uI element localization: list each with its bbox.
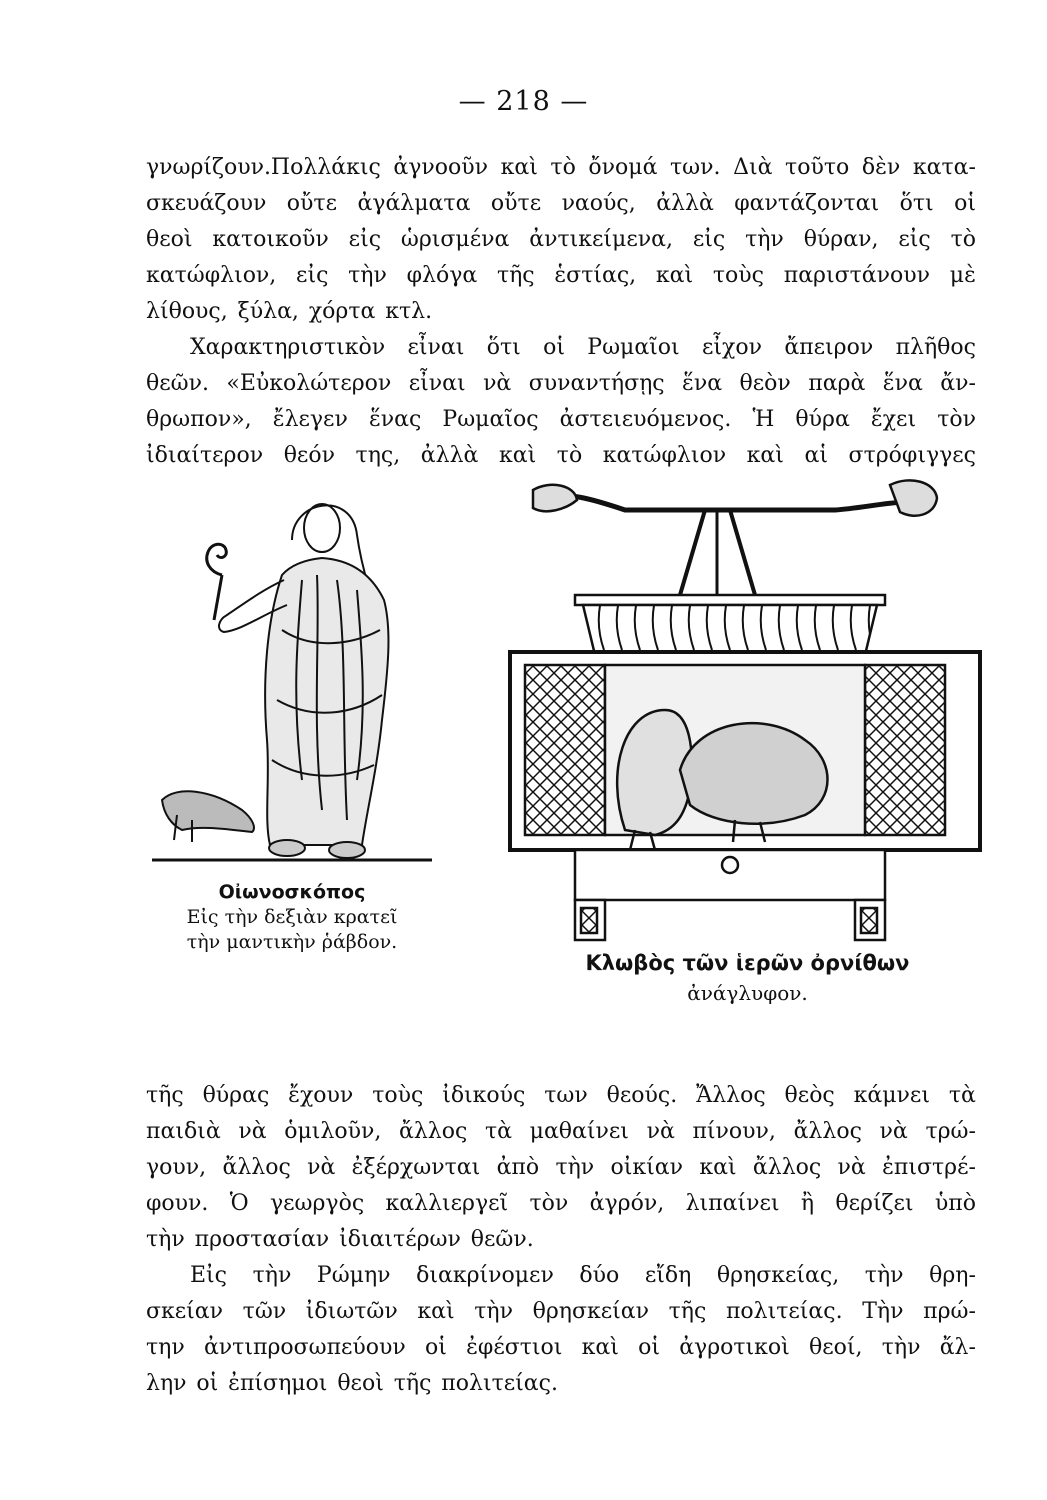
word: εἶχον bbox=[702, 335, 762, 360]
word: παριστάνουν bbox=[783, 263, 931, 288]
word: τὸν bbox=[529, 1191, 569, 1216]
text-line bbox=[146, 1258, 976, 1294]
word: δύο bbox=[579, 1263, 620, 1288]
word: ἀντικείμενα, bbox=[529, 227, 673, 252]
word: εἶναι bbox=[407, 335, 465, 360]
text-line bbox=[146, 1078, 976, 1114]
word: κατώφλιον, bbox=[146, 263, 277, 288]
word: Ρώμην bbox=[316, 1263, 391, 1288]
word: θρησκείας, bbox=[716, 1263, 840, 1288]
word: ἕνας bbox=[368, 407, 422, 432]
word: γουν, bbox=[146, 1155, 207, 1180]
word: ξύλα, bbox=[237, 299, 299, 324]
word: εἴδη bbox=[644, 1263, 692, 1288]
word: προστασίαν bbox=[194, 1227, 330, 1252]
word: γεωργὸς bbox=[270, 1191, 365, 1216]
word: συναντήσῃς bbox=[528, 371, 665, 396]
word: οὔτε bbox=[286, 191, 337, 216]
augur-caption-line: τὴν μαντικὴν ῥάβδον. bbox=[186, 931, 398, 953]
word: Ρωμαῖοι bbox=[587, 335, 680, 360]
word: πλῆθος bbox=[895, 335, 976, 360]
word: παρὰ bbox=[808, 371, 866, 396]
word: νὰ bbox=[879, 1119, 908, 1144]
word: ἄν- bbox=[940, 371, 976, 396]
text-line bbox=[146, 186, 976, 222]
cage-drawing bbox=[505, 470, 990, 945]
word: θύραν, bbox=[803, 227, 879, 252]
word: τὸν bbox=[937, 407, 976, 432]
word: ὁμιλοῦν, bbox=[284, 1119, 382, 1144]
word: θύρας bbox=[202, 1083, 270, 1108]
word: οἱ bbox=[425, 1335, 447, 1360]
word: Διὰ bbox=[733, 155, 773, 180]
word: τὴν bbox=[881, 1335, 921, 1360]
word: τῆς bbox=[496, 263, 535, 288]
word: καλλιεργεῖ bbox=[385, 1191, 509, 1216]
word: τὴν bbox=[146, 1227, 185, 1252]
text-line bbox=[146, 1114, 976, 1150]
word: ὅτι bbox=[486, 335, 521, 360]
word: θεῶν. bbox=[146, 371, 209, 396]
word: «Εὐκολώτερον bbox=[226, 371, 392, 396]
word: των bbox=[544, 1083, 588, 1108]
text-line bbox=[146, 366, 976, 402]
word: ἀλλὰ bbox=[656, 191, 714, 216]
text-line bbox=[146, 1330, 976, 1366]
word: κάμνει bbox=[853, 1083, 930, 1108]
word: τὰ bbox=[948, 1083, 976, 1108]
word: ἐπίσημοι bbox=[228, 1371, 328, 1396]
word: ἢ bbox=[800, 1191, 815, 1216]
word: νὰ bbox=[483, 371, 512, 396]
word: ὄνομά bbox=[588, 155, 658, 180]
word: θεοί, bbox=[809, 1335, 863, 1360]
word: ἑστίας, bbox=[554, 263, 637, 288]
word: τὴν bbox=[474, 1299, 513, 1324]
text-line bbox=[146, 1366, 976, 1402]
word: ἔχει bbox=[870, 407, 917, 432]
word: τῆς bbox=[668, 1299, 707, 1324]
text-line bbox=[146, 1150, 976, 1186]
word: κατώφλιον bbox=[602, 443, 727, 468]
word: ἔλεγεν bbox=[272, 407, 348, 432]
word: πίνουν, bbox=[692, 1119, 776, 1144]
word: οἱ bbox=[196, 1371, 219, 1396]
word: παιδιὰ bbox=[146, 1119, 221, 1144]
word: θεῶν. bbox=[470, 1227, 534, 1252]
word: τὸ bbox=[950, 227, 976, 252]
word: νὰ bbox=[646, 1119, 675, 1144]
word: ἀντιπροσωπεύουν bbox=[203, 1335, 406, 1360]
word: τῆς bbox=[146, 1083, 184, 1108]
word: οὔτε bbox=[490, 191, 542, 216]
word: διακρίνομεν bbox=[416, 1263, 554, 1288]
word: μὲ bbox=[949, 263, 976, 288]
word: ἄλλος bbox=[752, 1155, 822, 1180]
word: νὰ bbox=[837, 1155, 866, 1180]
word: αἱ bbox=[804, 443, 828, 468]
word: θύρα bbox=[795, 407, 850, 432]
word: τρώ- bbox=[925, 1119, 976, 1144]
bottom-text-block bbox=[146, 1078, 976, 1402]
word: θεούς. bbox=[606, 1083, 678, 1108]
word: καὶ bbox=[655, 263, 694, 288]
word: κατα- bbox=[912, 155, 976, 180]
word: θρησκείαν bbox=[532, 1299, 649, 1324]
top-text-block bbox=[146, 150, 976, 474]
word: πολιτείας. bbox=[441, 1371, 558, 1396]
word: θερίζει bbox=[835, 1191, 914, 1216]
word: ἀγνοοῦν bbox=[393, 155, 489, 180]
word: της, bbox=[355, 443, 401, 468]
word: τὸ bbox=[556, 443, 583, 468]
word: ἄλλος bbox=[793, 1119, 862, 1144]
word: καὶ bbox=[500, 155, 538, 180]
augur-illustration bbox=[152, 480, 432, 865]
word: ἰδιωτῶν bbox=[305, 1299, 398, 1324]
word: εἰς bbox=[296, 263, 329, 288]
word: των. bbox=[670, 155, 721, 180]
word: θρη- bbox=[929, 1263, 976, 1288]
word: δὲν bbox=[861, 155, 901, 180]
cage-caption bbox=[505, 948, 990, 1008]
word: θεὸν bbox=[739, 371, 791, 396]
word: ναούς, bbox=[561, 191, 636, 216]
word: Τὴν bbox=[862, 1299, 904, 1324]
word: εἶναι bbox=[408, 371, 466, 396]
word: νὰ bbox=[238, 1119, 267, 1144]
word: θεόν bbox=[283, 443, 335, 468]
word: Ἄλλος bbox=[696, 1083, 766, 1108]
word: φουν. bbox=[146, 1191, 209, 1216]
word: καὶ bbox=[581, 1335, 619, 1360]
text-line bbox=[146, 150, 976, 186]
word: καὶ bbox=[417, 1299, 455, 1324]
word: χόρτα bbox=[308, 299, 376, 324]
sacred-chicken-cage-illustration bbox=[505, 470, 990, 945]
word: κατοικοῦν bbox=[212, 227, 329, 252]
word: κτλ. bbox=[385, 299, 433, 324]
word: τὴν bbox=[864, 1263, 904, 1288]
paragraph-2 bbox=[146, 330, 976, 474]
word: λίθους, bbox=[146, 299, 228, 324]
word: οἱ bbox=[543, 335, 565, 360]
word: τὰ bbox=[484, 1119, 512, 1144]
word: καὶ bbox=[498, 443, 537, 468]
word: τοῦτο bbox=[785, 155, 850, 180]
word: ἄλ- bbox=[939, 1335, 976, 1360]
word: ἀγροτικοὶ bbox=[679, 1335, 790, 1360]
word: τῶν bbox=[242, 1299, 287, 1324]
word: πολιτείας. bbox=[725, 1299, 843, 1324]
text-line bbox=[146, 1186, 976, 1222]
word: καὶ bbox=[746, 443, 784, 468]
word: νὰ bbox=[307, 1155, 336, 1180]
word: τὴν bbox=[555, 1155, 595, 1180]
word: πρώ- bbox=[923, 1299, 976, 1324]
word: Ὁ bbox=[229, 1191, 249, 1216]
word: μαθαίνει bbox=[529, 1119, 629, 1144]
word: ἄλλος bbox=[398, 1119, 468, 1144]
word: ἕνα bbox=[682, 371, 723, 396]
word: καὶ bbox=[699, 1155, 737, 1180]
word: οἱ bbox=[638, 1335, 660, 1360]
word: ἐξέρχωνται bbox=[351, 1155, 481, 1180]
word: ἀγρόν, bbox=[589, 1191, 665, 1216]
text-line bbox=[146, 294, 976, 330]
page-number: — 218 — bbox=[458, 86, 589, 117]
word: ἰδιαίτερον bbox=[146, 443, 264, 468]
paragraph-1 bbox=[146, 150, 976, 330]
word: εἰς bbox=[898, 227, 931, 252]
word: τοὺς bbox=[372, 1083, 424, 1108]
word: ἐπιστρέ- bbox=[882, 1155, 976, 1180]
word: εἰς bbox=[692, 227, 726, 252]
text-line bbox=[146, 1222, 976, 1258]
word: ἀπὸ bbox=[496, 1155, 540, 1180]
word: στρόφιγγες bbox=[848, 443, 976, 468]
paragraph-4 bbox=[146, 1258, 976, 1402]
word: την bbox=[146, 1335, 185, 1360]
word: ἕνα bbox=[882, 371, 923, 396]
word: τὸ bbox=[550, 155, 576, 180]
word: λιπαίνει bbox=[685, 1191, 780, 1216]
word: θεοὶ bbox=[337, 1371, 384, 1396]
word: ἀστειευόμενος. bbox=[559, 407, 732, 432]
word: θρωπον», bbox=[146, 407, 252, 432]
augur-drawing bbox=[152, 480, 432, 865]
word: τοὺς bbox=[712, 263, 764, 288]
word: ἄλλος bbox=[222, 1155, 291, 1180]
word: ἐφέστιοι bbox=[466, 1335, 563, 1360]
word: Χαρακτηριστικὸν bbox=[190, 335, 386, 360]
word: θεὸς bbox=[784, 1083, 835, 1108]
word: Εἰς bbox=[190, 1263, 228, 1288]
word: εἰς bbox=[348, 227, 382, 252]
word: ἔχουν bbox=[288, 1083, 354, 1108]
word: ἰδικούς bbox=[442, 1083, 526, 1108]
word: Ρωμαῖος bbox=[442, 407, 539, 432]
augur-caption-title: Οἰωνοσκόπος bbox=[218, 881, 366, 903]
word: ἰδιαιτέρων bbox=[339, 1227, 461, 1252]
paragraph-3 bbox=[146, 1078, 976, 1258]
word: ὅτι bbox=[899, 191, 934, 216]
text-line bbox=[146, 1294, 976, 1330]
word: Ἡ bbox=[752, 407, 775, 432]
word: λην bbox=[146, 1371, 187, 1396]
word: ὡρισμένα bbox=[400, 227, 510, 252]
text-line bbox=[146, 330, 976, 366]
word: ἄπειρον bbox=[784, 335, 874, 360]
word: τὴν bbox=[348, 263, 387, 288]
text-line bbox=[146, 438, 976, 474]
word: οἱ bbox=[954, 191, 976, 216]
cage-caption-title: Κλωβὸς τῶν ἱερῶν ὀρνίθων bbox=[585, 951, 910, 975]
word: τὴν bbox=[252, 1263, 292, 1288]
word: ἀλλὰ bbox=[420, 443, 479, 468]
word: τῆς bbox=[393, 1371, 432, 1396]
word: θεοὶ bbox=[146, 227, 193, 252]
text-line bbox=[146, 258, 976, 294]
word: φαντάζονται bbox=[734, 191, 880, 216]
text-line bbox=[146, 402, 976, 438]
word: ὑπὸ bbox=[934, 1191, 976, 1216]
word: σκείαν bbox=[146, 1299, 224, 1324]
word: γνωρίζουν.Πολλάκις bbox=[146, 155, 381, 180]
word: τὴν bbox=[745, 227, 784, 252]
augur-caption bbox=[152, 880, 432, 955]
word: ἀγάλματα bbox=[357, 191, 471, 216]
word: οἰκίαν bbox=[610, 1155, 683, 1180]
augur-caption-line: Εἰς τὴν δεξιὰν κρατεῖ bbox=[186, 906, 398, 928]
word: φλόγα bbox=[406, 263, 478, 288]
word: σκευάζουν bbox=[146, 191, 267, 216]
text-line bbox=[146, 222, 976, 258]
cage-caption-line: ἀνάγλυφον. bbox=[687, 981, 808, 1005]
